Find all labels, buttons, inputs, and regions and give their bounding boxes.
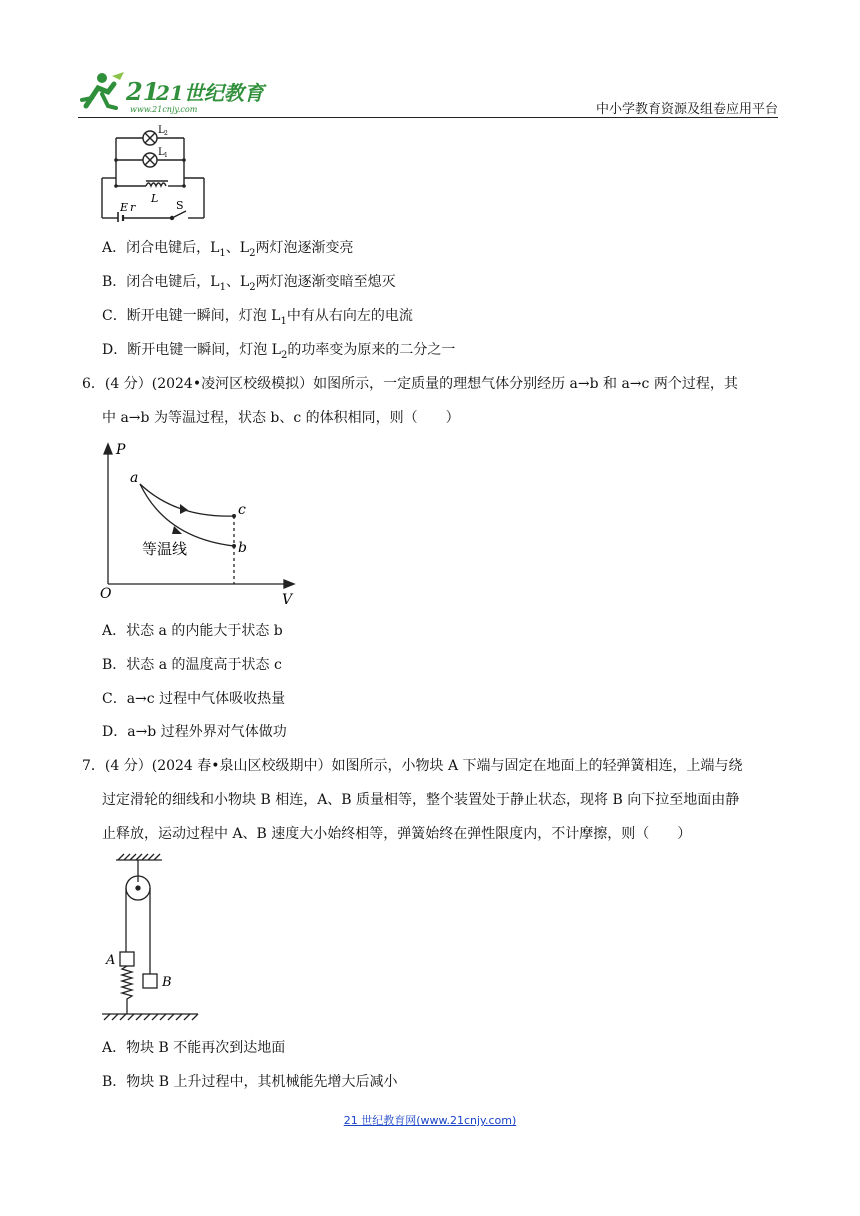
q7-pulley-figure — [100, 852, 200, 1024]
q5-option-b[interactable]: B．闭合电键后，$L_1$、$L_2$两灯泡逐渐变暗至熄灭 — [102, 274, 396, 293]
q5-option-d[interactable]: D．断开电键一瞬间，灯泡 $L_2$的功率变为原来的二分之一 — [102, 342, 456, 361]
logo-text: 21世纪教育 — [156, 81, 264, 105]
q6-stem-line1: 6．(4 分）(2024•凌河区校级模拟）如图所示，一定质量的理想气体分别经历 a→b 和 a→c 两个过程，其 — [82, 376, 738, 392]
q5-option-c[interactable]: C．断开电键一瞬间，灯泡 $L_1$中有从右向左的电流 — [102, 308, 413, 327]
state-c-label: c — [238, 502, 246, 518]
footer-link[interactable]: 21 世纪教育网(www.21cnjy.com) — [343, 1114, 517, 1127]
page-footer — [0, 1112, 860, 1128]
q7-stem-line3: 止释放，运动过程中 A、B 速度大小始终相等，弹簧始终在弹性限度内，不计摩擦，则（ ） — [102, 826, 692, 842]
q6-stem-line2: 中 a→b 为等温过程，状态 b、c 的体积相同，则（ ） — [102, 410, 460, 426]
header-divider — [78, 117, 778, 118]
q6-option-a[interactable]: A．状态 a 的内能大于状态 b — [102, 623, 283, 639]
state-a-label: a — [130, 470, 139, 486]
origin-label: O — [100, 586, 112, 602]
logo-21cnjy — [78, 66, 268, 118]
platform-title: 中小学教育资源及组卷应用平台 — [595, 102, 778, 117]
q6-option-c[interactable]: C．a→c 过程中气体吸收热量 — [102, 691, 286, 707]
svg-text:21: 21 — [126, 77, 160, 106]
q5-option-a[interactable]: A．闭合电键后，$L_1$、$L_2$两灯泡逐渐变亮 — [102, 240, 354, 259]
inductor-label: L — [151, 192, 159, 205]
q6-pv-graph — [96, 438, 296, 608]
emf-label: E — [120, 201, 129, 214]
q7-option-a[interactable]: A．物块 B 不能再次到达地面 — [102, 1040, 286, 1056]
q5-circuit-figure — [98, 124, 210, 222]
q7-option-b[interactable]: B．物块 B 上升过程中，其机械能先增大后减小 — [102, 1074, 398, 1090]
lamp-l1-label: L — [158, 147, 165, 158]
axis-v-label: V — [282, 592, 293, 608]
svg-text:1: 1 — [164, 152, 168, 159]
page-header — [78, 66, 778, 118]
logo-url: www.21cnjy.com — [130, 105, 198, 114]
q7-stem-line2: 过定滑轮的细线和小物块 B 相连，A、B 质量相等，整个装置处于静止状态，现将 B 向下拉至地面由静 — [102, 792, 740, 808]
q6-option-d[interactable]: D．a→b 过程外界对气体做功 — [102, 724, 287, 740]
block-b-label: B — [162, 975, 172, 990]
resistance-label: r — [130, 201, 136, 214]
q6-option-b[interactable]: B．状态 a 的温度高于状态 c — [102, 657, 282, 673]
lamp-l2-label: L — [158, 125, 165, 136]
switch-label: S — [176, 199, 184, 212]
state-b-label: b — [238, 540, 247, 556]
svg-text:2: 2 — [164, 130, 168, 137]
axis-p-label: P — [116, 442, 126, 458]
block-a-label: A — [106, 953, 116, 968]
q7-stem-line1: 7．(4 分）(2024 春•泉山区校级期中）如图所示，小物块 A 下端与固定在地面上的轻弹簧相连，上端与绕 — [82, 758, 743, 774]
isotherm-label: 等温线 — [142, 540, 188, 558]
